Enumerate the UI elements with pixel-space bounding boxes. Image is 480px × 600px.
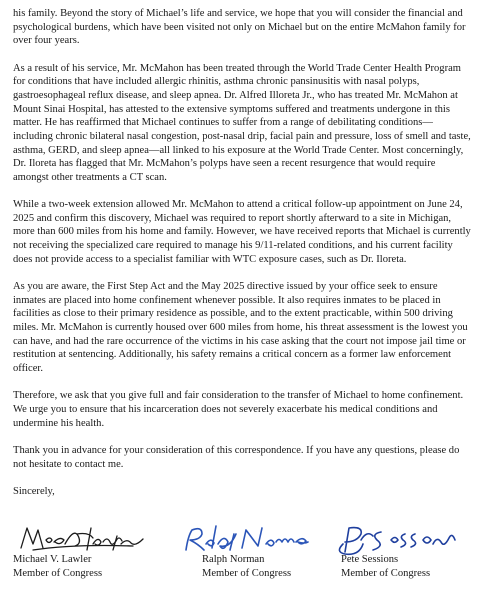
paragraph-medical-conditions: As a result of his service, Mr. McMahon has been treated through the World Trade Center Health Program for conditions that have included allergic rhinitis, asthma chronic pansinusitis with nasal polyps, gastroesophageal reflux disease, and sleep apnea. Dr. Alfred Illoreta Jr., who has treated Mr. McMahon at Mount Sinai Hospital, has attested to the extensive symptoms suffered and treatments undergone in this matter. He has reaffirmed that Michael continues to suffer from a range of debilitating conditions—including chronic bilateral nasal congestion, post-nasal drip, facial pain and pressure, loss of smell and taste, asthma, GERD, and sleep apnea—all linked to his exposure at the World Trade Center. Most concerningly, Dr. Iloreta has flagged that Mr. McMahon’s polyps have seen a recent resurgence that would require amongst other treatments a CT scan. <box>13 62 471 183</box>
handwritten-signature-lawler <box>13 522 163 556</box>
signer-title: Member of Congress <box>13 568 103 579</box>
signer-title: Member of Congress <box>341 568 431 579</box>
handwritten-signature-norman <box>180 522 330 556</box>
paragraph-intro-continuation: his family. Beyond the story of Michael’s life and service, we hope that you will consider the financial and psychological burdens, which have been visited not only on Michael but on the entire McMahon family for over four years. <box>13 8 466 47</box>
handwritten-signature-sessions <box>331 522 471 556</box>
signer-title: Member of Congress <box>202 568 292 579</box>
closing-sincerely: Sincerely, <box>13 485 55 497</box>
signature-block-sessions <box>331 522 471 592</box>
letter-body <box>13 7 471 512</box>
signer-name: Michael V. Lawler <box>13 554 92 565</box>
paragraph-facility-transfer: While a two-week extension allowed Mr. McMahon to attend a critical follow-up appointment on June 24, 2025 and confirm this discovery, Michael was required to report shortly afterward to a site in Michigan, more than 600 miles from his home and family. However, we have received reports that Michael is currently not receiving the specialized care required to manage his 9/11-related conditions, and his current facility does not provide access to a specialist familiar with WTC exposure cases, such as Dr. Iloreta. <box>13 199 471 265</box>
signer-name: Ralph Norman <box>202 554 265 565</box>
paragraph-request: Therefore, we ask that you give full and fair consideration to the transfer of Michael to home confinement. We urge you to ensure that his incarceration does not severely exacerbate his medical conditions and undermine his health. <box>13 390 464 429</box>
signature-area <box>13 522 471 592</box>
paragraph-first-step-act: As you are aware, the First Step Act and the May 2025 directive issued by your office seek to ensure inmates are placed into home confinement whenever possible. It also requires inmates to be placed in facilities as close to their primary residence as possible, and to the extent practicable, within 500 driving miles. Mr. McMahon is currently housed over 600 miles from home, his threat assessment is the lowest you can have, and had the rare occurrence of the victims in his case asking that the court not impose jail time or restitution at sentencing. Additionally, his safety remains a critical concern as a former law enforcement officer. <box>13 281 468 375</box>
signer-name: Pete Sessions <box>341 554 399 565</box>
signature-block-norman <box>174 522 324 592</box>
signature-block-lawler <box>13 522 163 592</box>
paragraph-thanks: Thank you in advance for your consideration of this correspondence. If you have any questions, please do not hesitate to contact me. <box>13 444 460 470</box>
